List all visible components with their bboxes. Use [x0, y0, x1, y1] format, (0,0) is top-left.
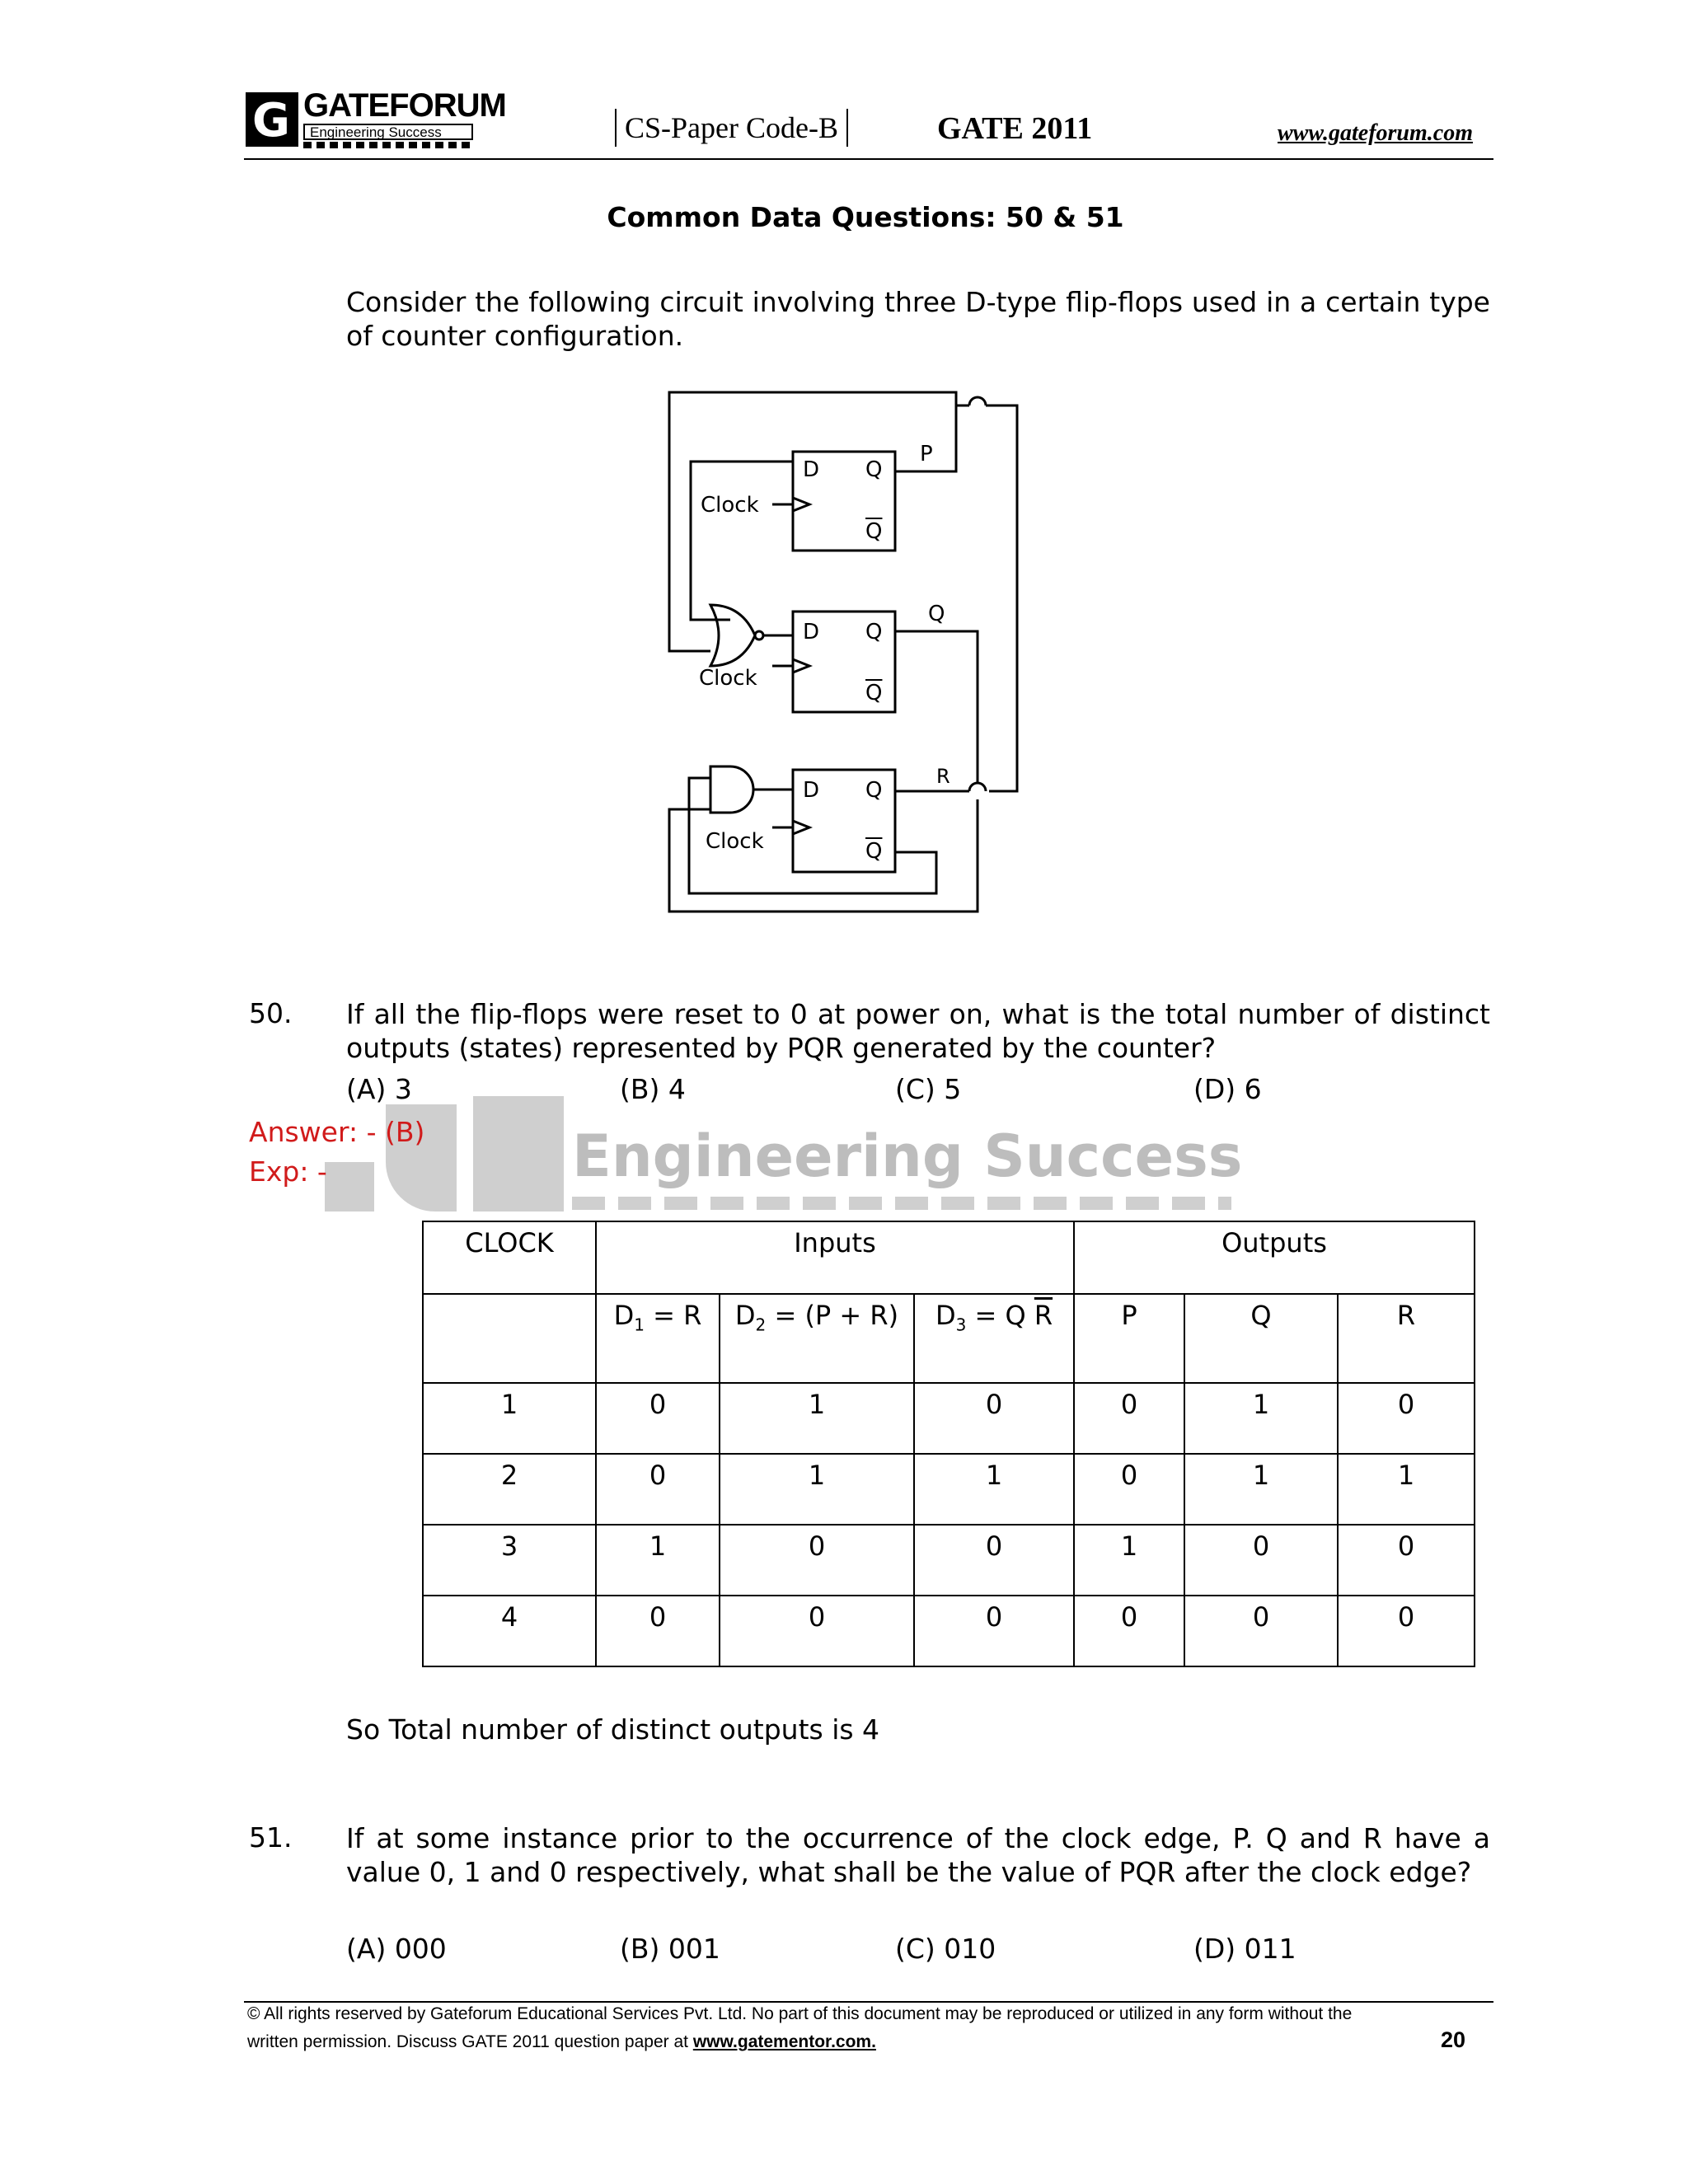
exam-title: GATE 2011	[937, 111, 1093, 146]
table-cell: 1	[596, 1525, 720, 1596]
table-cell: 4	[423, 1596, 596, 1666]
ff2-clock-label: Clock	[699, 666, 757, 691]
table-cell: 0	[914, 1525, 1074, 1596]
table-cell: 2	[423, 1454, 596, 1525]
table-row	[423, 1383, 1475, 1454]
intro-paragraph: Consider the following circuit involving three D-type flip-flops used in a certain type of counter configuration.	[346, 286, 1490, 352]
logo-dots	[303, 142, 473, 148]
subheader-d1: $D_1 = R$	[596, 1294, 720, 1383]
ff3-d-label: D	[803, 778, 820, 803]
table-cell: 0	[1184, 1525, 1338, 1596]
ff1-qbar-label: $\overline{Q}$	[865, 519, 883, 544]
q51-option-b: (B) 001	[620, 1933, 720, 1965]
watermark-text: Engineering Success	[572, 1122, 1243, 1190]
logo-tagline: Engineering Success	[303, 124, 473, 140]
subheader-d3: $D_3 = Q$ $\overline{R}$	[914, 1294, 1074, 1383]
logo-title: GATEFORUM	[303, 87, 506, 124]
table-cell: 0	[720, 1596, 914, 1666]
q50-number: 50.	[249, 997, 293, 1029]
header-outputs: Outputs	[1074, 1221, 1475, 1294]
section-title: Common Data Questions: 50 & 51	[607, 201, 1124, 233]
footer-permission-text: written permission. Discuss GATE 2011 question paper at	[247, 2032, 693, 2051]
ff3-clock-label: Clock	[706, 829, 764, 854]
table-cell: 1	[914, 1454, 1074, 1525]
subheader-d2: $D_2 = (P + R)$	[720, 1294, 914, 1383]
gateforum-logo	[246, 87, 506, 148]
footer-copyright: © All rights reserved by Gateforum Educational Services Pvt. Ltd. No part of this document may be reproduced or utilized in any form without the	[247, 2004, 1353, 2023]
header-inputs: Inputs	[596, 1221, 1074, 1294]
ff3-q-label: Q	[865, 778, 883, 803]
table-cell: 0	[1338, 1525, 1475, 1596]
table-cell: 0	[1338, 1596, 1475, 1666]
ff1-q-label: Q	[865, 457, 883, 482]
output-r-label: R	[936, 765, 950, 788]
q51-option-c: (C) 010	[895, 1933, 996, 1965]
q51-number: 51.	[249, 1821, 293, 1854]
table-cell: 0	[720, 1525, 914, 1596]
output-p-label: P	[920, 442, 933, 466]
table-cell: 1	[1338, 1454, 1475, 1525]
table-row	[423, 1596, 1475, 1666]
q50-option-d: (D) 6	[1193, 1073, 1262, 1105]
website-link[interactable]: www.gateforum.com	[1278, 120, 1473, 146]
table-cell: 1	[720, 1454, 914, 1525]
header-clock: CLOCK	[423, 1221, 596, 1294]
ff2-q-label: Q	[865, 620, 883, 644]
subheader-r: R	[1338, 1294, 1475, 1383]
logo-g-mark: G	[246, 92, 298, 147]
page-number: 20	[1441, 2027, 1466, 2052]
table-cell: 0	[1074, 1596, 1184, 1666]
q50-answer: Answer: - (B)	[249, 1116, 425, 1148]
table-cell: 0	[596, 1454, 720, 1525]
subheader-p: P	[1074, 1294, 1184, 1383]
q50-text: If all the flip-flops were reset to 0 at power on, what is the total number of distinct outputs (states) represented by PQR generated by the counter?	[346, 998, 1490, 1064]
table-cell: 0	[914, 1596, 1074, 1666]
footer-permission	[247, 2032, 876, 2052]
table-cell: 0	[914, 1383, 1074, 1454]
table-cell: 0	[1074, 1454, 1184, 1525]
paper-code: CS-Paper Code-B	[615, 109, 848, 147]
header-rule	[244, 158, 1493, 160]
table-cell: 0	[596, 1383, 720, 1454]
table-cell: 1	[720, 1383, 914, 1454]
ff3-qbar-label: $\overline{Q}$	[865, 839, 883, 864]
q50-option-a: (A) 3	[346, 1073, 412, 1105]
table-row	[423, 1454, 1475, 1525]
ff1-clock-label: Clock	[701, 493, 759, 518]
ff1-d-label: D	[803, 457, 820, 482]
watermark	[325, 1088, 1243, 1216]
subheader-q: Q	[1184, 1294, 1338, 1383]
table-cell: 0	[596, 1596, 720, 1666]
table-cell: 0	[1074, 1383, 1184, 1454]
q51-option-a: (A) 000	[346, 1933, 447, 1965]
q51-option-d: (D) 011	[1193, 1933, 1296, 1965]
ff2-qbar-label: $\overline{Q}$	[865, 681, 883, 705]
state-table	[422, 1221, 1475, 1667]
footer-link[interactable]: www.gatementor.com.	[692, 2032, 876, 2051]
q51-text: If at some instance prior to the occurrence of the clock edge, P. Q and R have a value 0, 1 and 0 respectively, what shall be the value of PQR after the clock edge?	[346, 1822, 1490, 1888]
table-cell: 0	[1338, 1383, 1475, 1454]
table-cell: 3	[423, 1525, 596, 1596]
output-q-label: Q	[928, 602, 945, 626]
table-cell: 1	[1184, 1454, 1338, 1525]
nor-gate	[710, 605, 755, 666]
table-cell: 1	[1074, 1525, 1184, 1596]
table-row	[423, 1525, 1475, 1596]
q50-option-b: (B) 4	[620, 1073, 686, 1105]
table-cell: 0	[1184, 1596, 1338, 1666]
table-cell: 1	[1184, 1383, 1338, 1454]
ff2-d-label: D	[803, 620, 820, 644]
q50-option-c: (C) 5	[895, 1073, 962, 1105]
subheader-empty	[423, 1294, 596, 1383]
and-gate	[710, 766, 753, 813]
summary-text: So Total number of distinct outputs is 4	[346, 1713, 880, 1746]
table-cell: 1	[423, 1383, 596, 1454]
footer-rule	[244, 2001, 1493, 2003]
q50-exp-label: Exp: -	[249, 1155, 327, 1188]
